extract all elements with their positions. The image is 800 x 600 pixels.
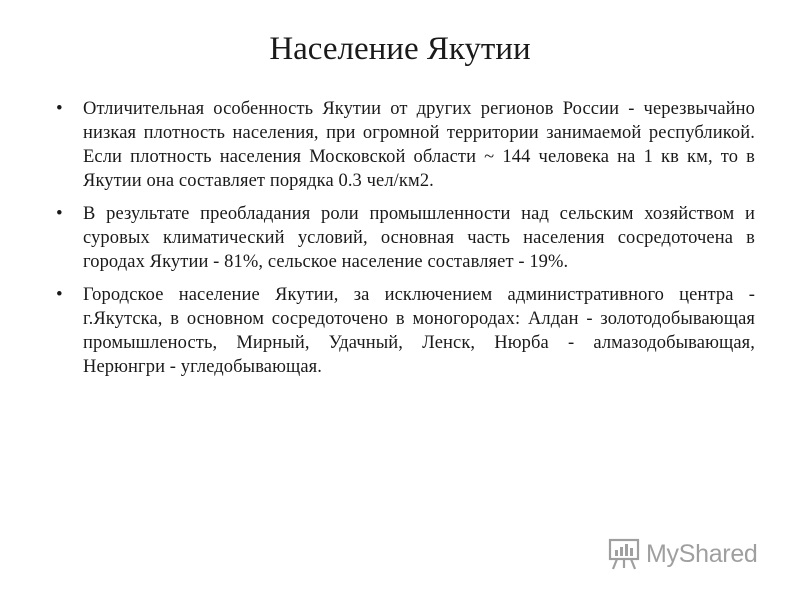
bullet-text: Отличительная особенность Якутии от других регионов России - черезвычайно низкая плотность населения, при огромной территории занимаемой республикой. Если плотность населения Московской области ~ 144 человека на 1 кв км, то в Якутии она составляет порядка 0.3 чел/км2.: [83, 99, 755, 191]
bullet-text: Городское население Якутии, за исключением административного центра - г.Якутска, в основном сосредоточено в моногородах: Алдан - золотодобывающая промышленость, Мирный, Удачный, Ленск, Нюрба - алмазодобывающая, Нерюнгри - угледобывающая.: [83, 285, 755, 377]
bullet-icon: •: [56, 98, 63, 119]
bullet-item: [50, 97, 755, 193]
bullet-icon: •: [56, 203, 63, 224]
slide-title: Население Якутии: [269, 31, 531, 67]
myshared-watermark: [606, 537, 758, 571]
bullet-item: [50, 283, 755, 379]
bullet-text: В результате преобладания роли промышленности над сельским хозяйством и суровых климатический условий, основная часть населения сосредоточена в городах Якутии - 81%, сельское население составляет - 19%.: [83, 204, 755, 272]
bullet-item: [50, 202, 755, 274]
watermark-brand: MyShared: [646, 539, 758, 568]
presentation-board-icon: [606, 537, 642, 571]
bullet-icon: •: [56, 284, 63, 305]
bullet-list: [50, 97, 755, 388]
